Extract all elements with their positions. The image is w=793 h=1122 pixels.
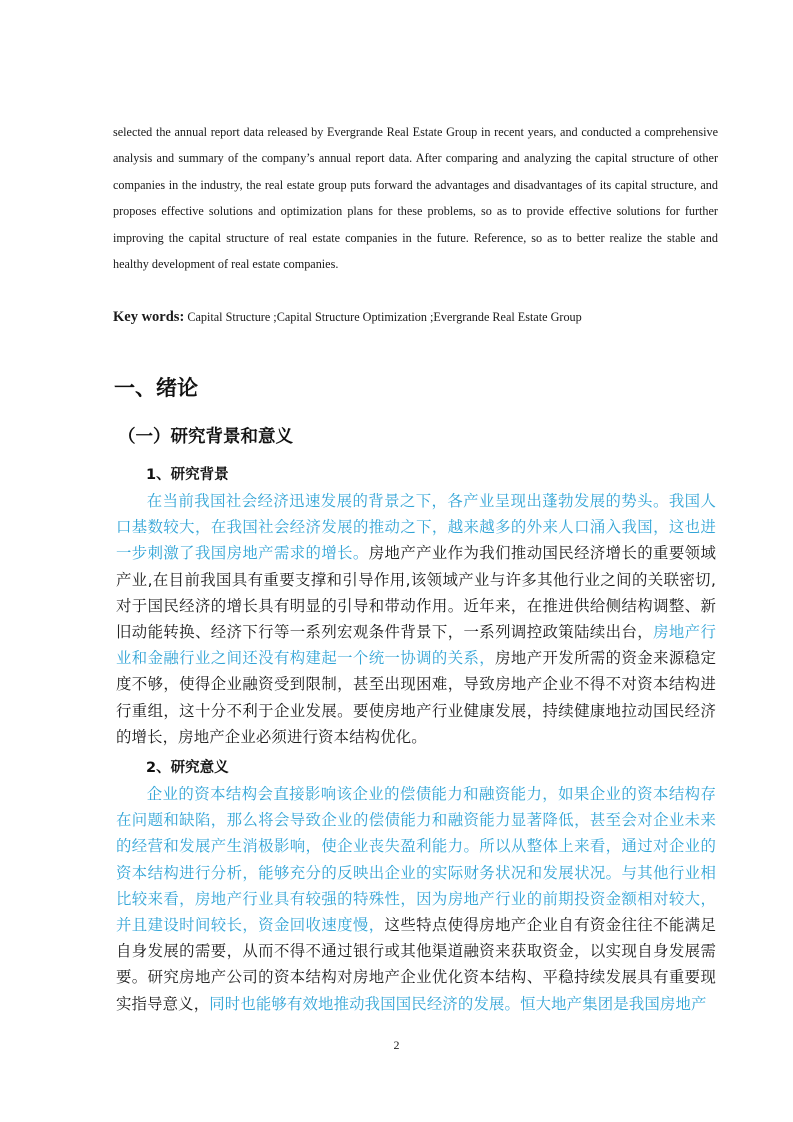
significance-paragraph bbox=[116, 781, 716, 1017]
text-run: 房地产开发所需的资金来源稳定度不够，使得企业融资受到限制，甚至出现困难，导致房地产企业不得不对资本结构进行重组，这十分不利于企业发展。要使房地产行业健康发展，持续健康地拉动国民经济的增长，房地产企业必须进行资本结构优化。 bbox=[116, 649, 716, 746]
text-run: 在当前我国社会经济迅速发展的背景之下，各产业呈现出蓬勃发展的势头。我国人口基数较大，在我国社会经济发展的推动之下，越来越多的外来人口涌入我国，这也进一步刺激了我国房地产需求的增长。 bbox=[116, 492, 716, 563]
background-paragraph bbox=[116, 488, 716, 750]
keywords-label: Key words: bbox=[113, 309, 185, 325]
text-run: 房地产产业作为我们推动国民经济增长的重要领域产业,在目前我国具有重要支撑和引导作用,该领域产业与许多其他行业之间的关联密切,对于国民经济的增长具有明显的引导和带动作用。近年来，在推进供给侧结构调整、新旧动能转换、经济下行等一系列宏观条件背景下，一系列调控政策陆续出台， bbox=[116, 544, 716, 642]
text-run: 企业的资本结构会直接影响该企业的偿债能力和融资能力，如果企业的资本结构存在问题和缺陷，那么将会导致企业的偿债能力和融资能力显著降低，甚至会对企业未来的经营和发展产生消极影响，使企业丧失盈利能力。所以从整体上来看，通过对企业的资本结构进行分析，能够充分的反映出企业的实际财务状况和发展状况。与其他行业相比较来看，房地产行业具有较强的特殊性，因为房地产行业的前期投资金额相对较大，并且建设时间较长，资金回收速度慢， bbox=[116, 785, 716, 935]
section-heading: （一）研究背景和意义 bbox=[118, 427, 293, 447]
text-run: 同时也能够有效地推动我国国民经济的发展。恒大地产集团是我国房地产 bbox=[209, 994, 707, 1013]
subsection-heading-background: 1、研究背景 bbox=[146, 467, 229, 483]
page-number: 2 bbox=[393, 1038, 400, 1052]
abstract-text: selected the annual report data released by Evergrande Real Estate Group in recent years, and conducted a comprehensive analysis and summary of the company’s annual report data. After comparing and analyzing the capital structure of other companies in the industry, the real estate group puts forward the advantages and disadvantages of its capital structure, and proposes effective solutions and optimization plans for these problems, so as to provide effective solutions for further improving the capital structure of real estate companies in the future. Reference, so as to better realize the stable and healthy development of real estate companies. bbox=[113, 125, 718, 272]
keywords-value: Capital Structure ;Capital Structure Optimization ;Evergrande Real Estate Group bbox=[184, 310, 582, 324]
text-run: 这些特点使得房地产企业自有资金往往不能满足自身发展的需要，从而不得不通过银行或其他渠道融资来获取资金，以实现自身发展需要。研究房地产公司的资本结构对房地产企业优化资本结构、平稳持续发展具有重要现实指导意义， bbox=[116, 916, 716, 1013]
subsection-heading-significance: 2、研究意义 bbox=[146, 760, 229, 776]
text-run: 房地产行业和金融行业之间还没有构建起一个统一协调的关系， bbox=[116, 623, 716, 668]
chapter-heading: 一、绪论 bbox=[114, 376, 198, 400]
keywords-line bbox=[113, 304, 718, 330]
